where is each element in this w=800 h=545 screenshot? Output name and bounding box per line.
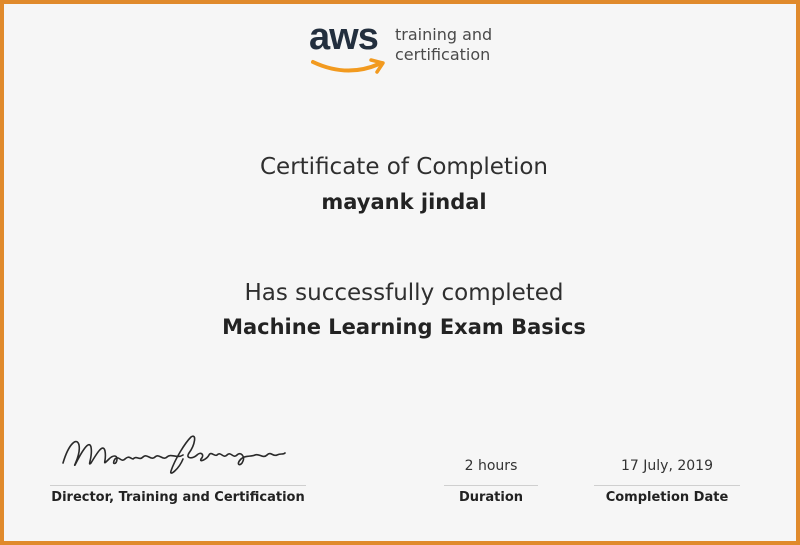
certificate-heading: Certificate of Completion — [260, 154, 548, 180]
completion-statement: Has successfully completed — [244, 280, 564, 306]
signer-title: Director, Training and Certification — [51, 490, 305, 505]
signature-rule — [50, 485, 306, 486]
duration-value: 2 hours — [464, 458, 518, 474]
duration-label: Duration — [458, 490, 524, 505]
aws-smile-arrow-icon — [311, 58, 387, 76]
logo-tagline-line2: certification — [395, 45, 491, 64]
completion-date-rule — [594, 485, 740, 486]
aws-training-logo — [309, 16, 509, 76]
recipient-name: mayank jindal — [321, 190, 487, 214]
completion-date-value: 17 July, 2019 — [621, 458, 713, 474]
completion-date-label: Completion Date — [605, 490, 729, 505]
logo-tagline — [395, 25, 492, 65]
course-title: Machine Learning Exam Basics — [222, 315, 586, 339]
duration-rule — [444, 485, 538, 486]
signature-image — [59, 429, 289, 481]
aws-wordmark: aws — [309, 16, 378, 58]
logo-tagline-line1: training and — [395, 25, 493, 44]
